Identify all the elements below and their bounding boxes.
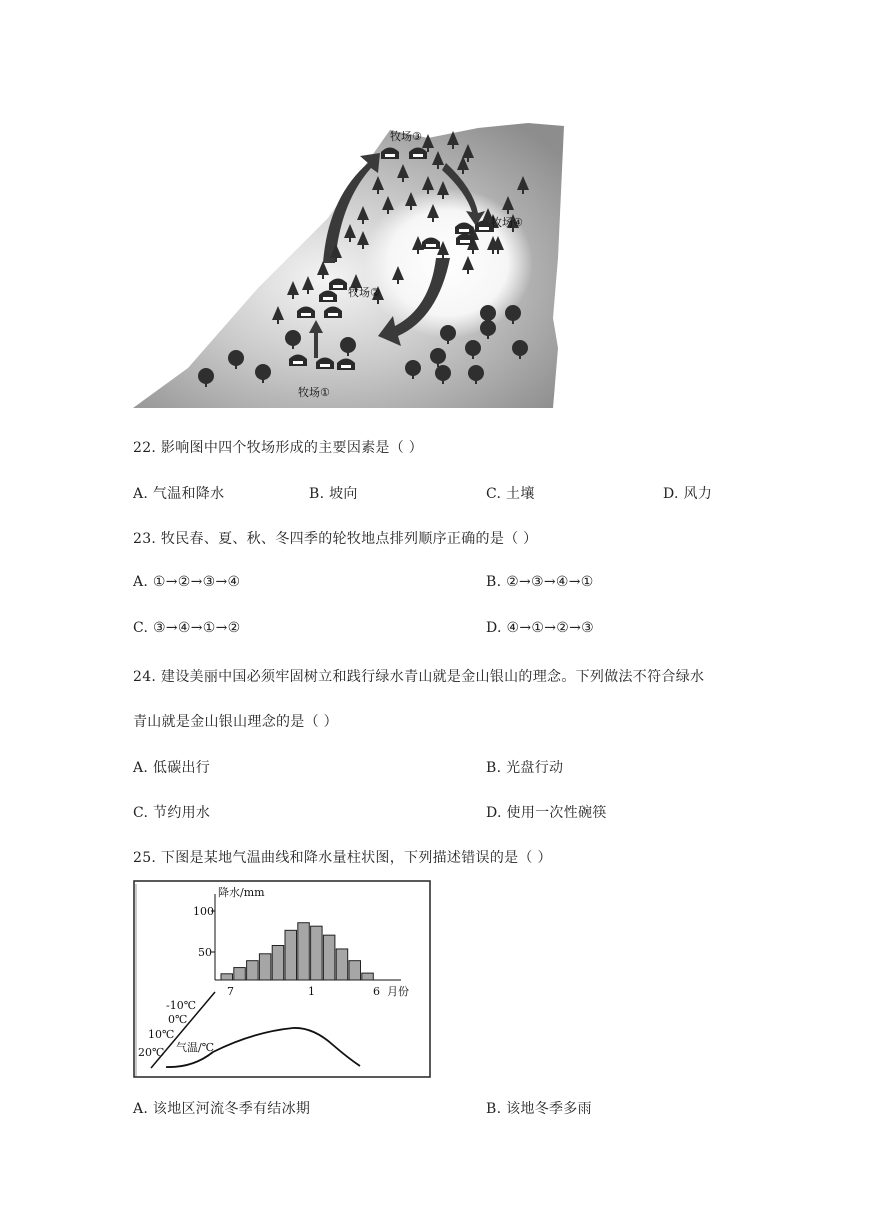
q25-option-a[interactable]: A. 该地区河流冬季有结冰期 (133, 1101, 311, 1117)
question-23-stem: 23. 牧民春、夏、秋、冬四季的轮牧地点排列顺序正确的是（ ） (133, 531, 538, 547)
label-pasture-1: 牧场① (298, 386, 330, 399)
precip-bar-1 (298, 923, 310, 980)
q24-option-c[interactable]: C. 节约用水 (133, 805, 211, 821)
temp-tick-10: 10℃ (148, 1028, 175, 1041)
precip-tick-50: 50 (198, 946, 212, 959)
precip-bar-3 (323, 935, 335, 980)
temp-tick-0: 0℃ (168, 1013, 188, 1026)
temp-tick-minus10: -10℃ (166, 999, 197, 1012)
q25-option-b[interactable]: B. 该地冬季多雨 (486, 1101, 592, 1117)
q22-option-c[interactable]: C. 土壤 (486, 486, 535, 502)
precip-bar-8 (234, 968, 246, 980)
precip-bar-10 (259, 954, 271, 980)
q22-option-a[interactable]: A. 气温和降水 (133, 486, 225, 502)
q23-option-d[interactable]: D. ④→①→②→③ (486, 620, 595, 636)
month-tick-7: 7 (227, 985, 234, 998)
question-24-stem-line1: 24. 建设美丽中国必须牢固树立和践行绿水青山就是金山银山的理念。下列做法不符合绿水 (133, 669, 705, 685)
temp-tick-20: 20℃ (138, 1046, 165, 1059)
month-tick-1: 1 (308, 985, 315, 998)
precip-tick-100: 100 (193, 905, 214, 918)
precip-bar-9 (247, 961, 259, 980)
precip-bar-7 (221, 974, 233, 980)
question-24-stem-line2: 青山就是金山银山理念的是（ ） (133, 714, 338, 730)
q22-option-d[interactable]: D. 风力 (663, 486, 713, 502)
q22-option-b[interactable]: B. 坡向 (309, 486, 358, 502)
precip-axis-label: 降水/mm (218, 886, 265, 899)
temp-axis-label: 气温/℃ (176, 1041, 215, 1054)
question-22-stem: 22. 影响图中四个牧场形成的主要因素是（ ） (133, 440, 424, 456)
label-pasture-4: 牧场④ (491, 216, 523, 229)
precip-bar-6 (362, 973, 374, 980)
precip-bar-11 (272, 946, 284, 981)
q24-option-a[interactable]: A. 低碳出行 (133, 760, 211, 776)
precip-bar-4 (336, 949, 348, 980)
precip-bar-12 (285, 930, 297, 980)
month-axis-label: 月份 (387, 985, 409, 998)
q24-option-d[interactable]: D. 使用一次性碗筷 (486, 805, 607, 821)
precip-bar-2 (311, 926, 323, 980)
month-tick-6: 6 (373, 985, 380, 998)
label-pasture-2: 牧场② (348, 286, 380, 299)
label-pasture-3: 牧场③ (390, 130, 422, 143)
question-25-stem: 25. 下图是某地气温曲线和降水量柱状图，下列描述错误的是（ ） (133, 850, 552, 866)
precip-bar-5 (349, 961, 361, 980)
mountain-pasture-figure (128, 108, 568, 413)
q24-option-b[interactable]: B. 光盘行动 (486, 760, 564, 776)
q23-option-a[interactable]: A. ①→②→③→④ (133, 574, 241, 590)
q23-option-b[interactable]: B. ②→③→④→① (486, 574, 594, 590)
q23-option-c[interactable]: C. ③→④→①→② (133, 620, 241, 636)
climate-chart (133, 880, 435, 1082)
